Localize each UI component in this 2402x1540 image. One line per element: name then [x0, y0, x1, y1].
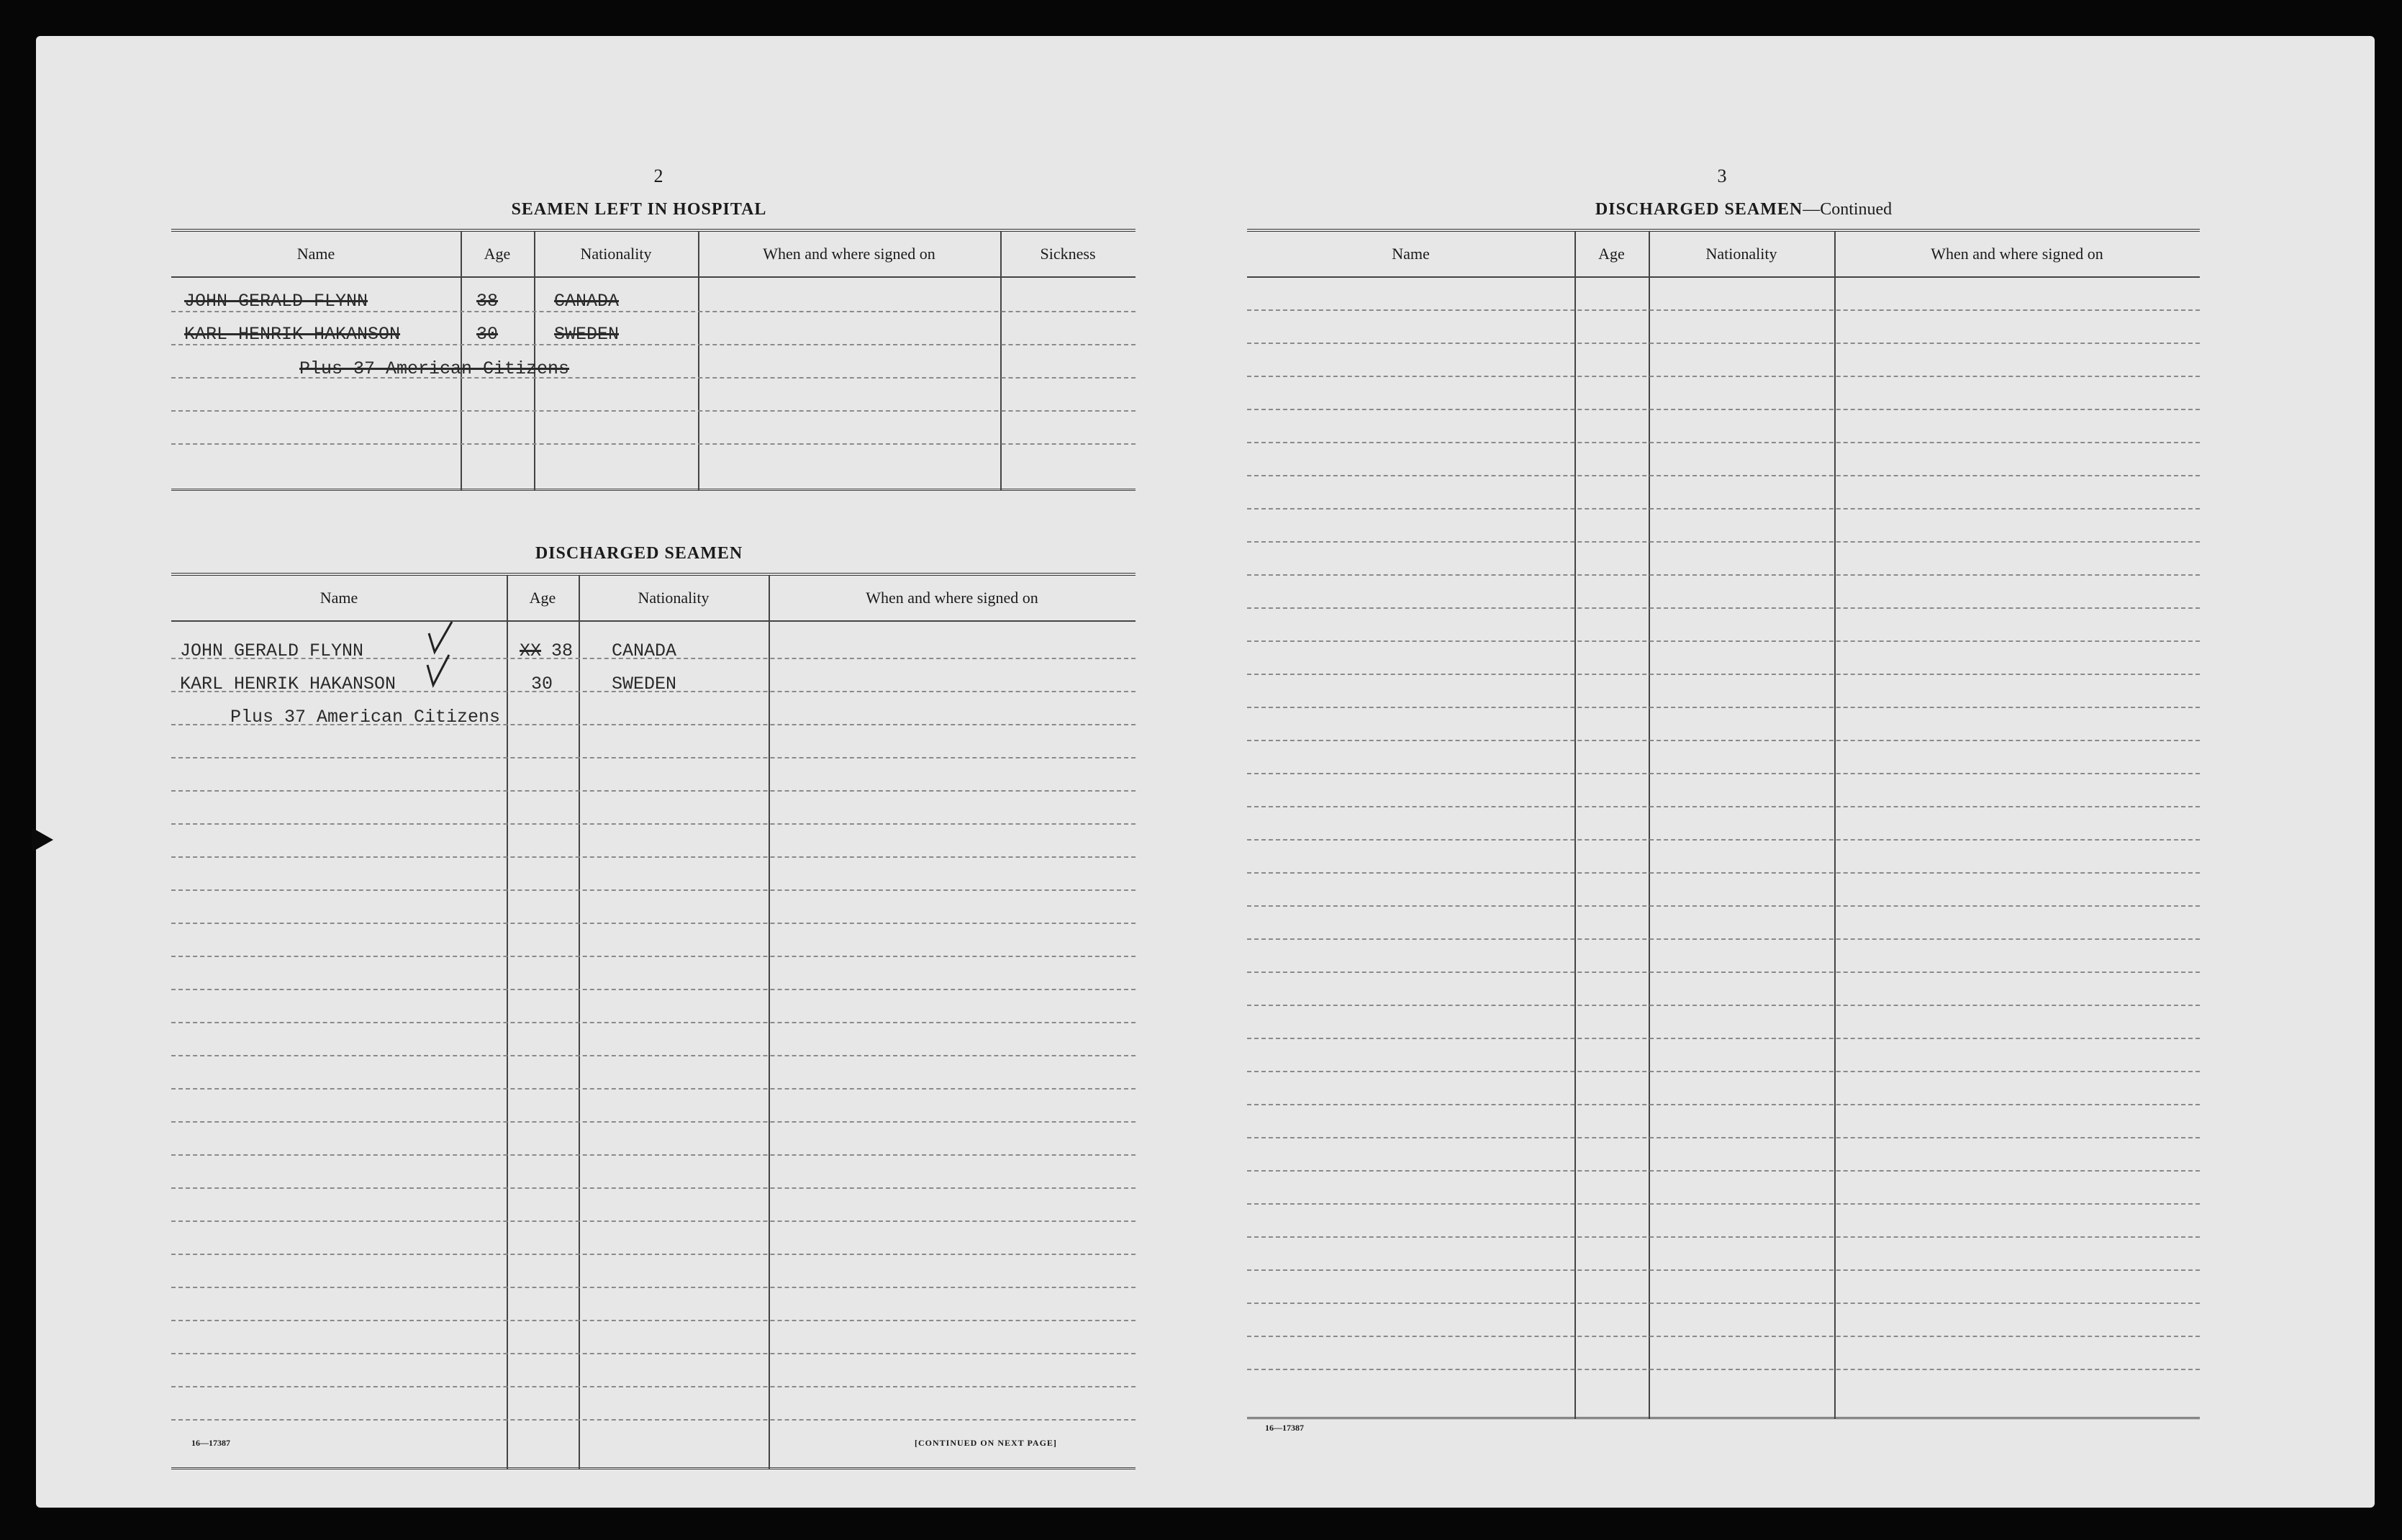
col-name: Name — [1392, 245, 1430, 263]
table-bottom-rule — [171, 489, 1136, 491]
table-header — [171, 232, 1136, 278]
table-header — [1247, 232, 2200, 278]
hospital-age-2: 30 — [476, 324, 499, 345]
discharged-table — [171, 573, 1136, 1469]
col-nationality: Nationality — [1705, 245, 1777, 263]
discharged-heading: DISCHARGED SEAMEN — [535, 544, 743, 563]
hospital-table — [171, 229, 1136, 491]
hospital-age-1: 38 — [476, 291, 499, 312]
hospital-nationality-2: SWEDEN — [554, 324, 620, 345]
col-nationality: Nationality — [580, 245, 652, 263]
form-number: 16—17387 — [191, 1438, 230, 1448]
discharged-nationality-1: CANADA — [612, 640, 677, 661]
table-bottom-rule — [1247, 1417, 2200, 1419]
table-bottom-rule — [171, 1467, 1136, 1469]
document-sheet — [36, 36, 2375, 1508]
discharged-note: Plus 37 American Citizens — [230, 707, 501, 728]
discharged-age-1: 38 — [551, 640, 574, 661]
discharged-continued-heading — [1247, 200, 2240, 219]
col-name: Name — [319, 589, 358, 607]
discharged-continued-table — [1247, 229, 2200, 1419]
discharged-nationality-2: SWEDEN — [612, 674, 677, 694]
hospital-nationality-1: CANADA — [554, 291, 620, 312]
page-number: 2 — [653, 166, 663, 186]
col-age: Age — [484, 245, 511, 263]
heading-suffix: —Continued — [1803, 200, 1893, 219]
form-number: 16—17387 — [1265, 1423, 1304, 1433]
col-signed-on: When and where signed on — [866, 589, 1038, 607]
col-sickness: Sickness — [1040, 245, 1096, 263]
col-age: Age — [1598, 245, 1625, 263]
col-signed-on: When and where signed on — [1931, 245, 2103, 263]
discharged-age-struck-1: XX — [520, 640, 542, 661]
hospital-heading: SEAMEN LEFT IN HOSPITAL — [511, 200, 767, 219]
hospital-name-2: KARL HENRIK HAKANSON — [184, 324, 401, 345]
discharged-name-2: KARL HENRIK HAKANSON — [180, 674, 396, 694]
check-mark-icon — [425, 620, 462, 689]
col-nationality: Nationality — [638, 589, 710, 607]
col-signed-on: When and where signed on — [763, 245, 935, 263]
table-header — [171, 576, 1136, 622]
hospital-name-1: JOHN GERALD FLYNN — [184, 291, 368, 312]
hospital-note: Plus 37 American Citizens — [299, 358, 570, 379]
heading-title: DISCHARGED SEAMEN — [1595, 200, 1803, 219]
discharged-age-2: 30 — [531, 674, 553, 694]
col-age: Age — [529, 589, 556, 607]
continued-note: [CONTINUED ON NEXT PAGE] — [915, 1438, 1057, 1448]
discharged-name-1: JOHN GERALD FLYNN — [180, 640, 364, 661]
page-number: 3 — [1717, 166, 1727, 186]
col-name: Name — [296, 245, 335, 263]
